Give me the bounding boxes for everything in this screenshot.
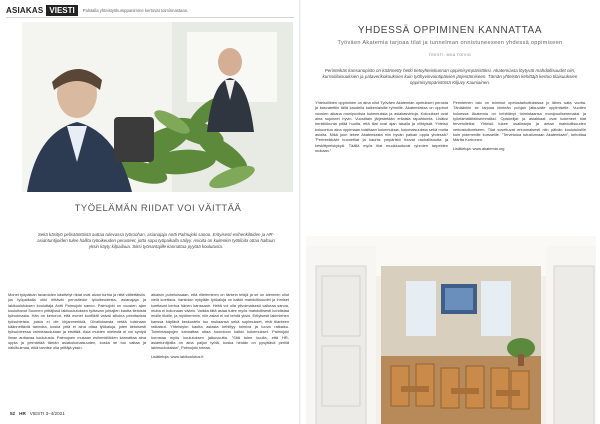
right-article-column-1 <box>315 100 448 153</box>
left-article-headline: TYÖELÄMÄN RIIDAT VOI VÄITTÄÄ <box>74 203 242 214</box>
header-divider <box>6 17 294 18</box>
right-article-byline: TEKSTI: MIIA TOIVIO <box>428 53 472 57</box>
footer-brand: HR <box>19 411 26 416</box>
left-article-lede: Sekä käsityö pelisääntöistä auttaa tulevassa työroohan, asianajaja Antti Palmujoki sanoo. Erityisesti esihenkilöiden ja HR-asiantuntijoiden tulee hallita työoikeuden perusteet, jotta sopu työpaikalla säilyy. Asioita on kuitenkin työtiloita ottaa haltuun yksin käyty kilpailaua. Siksi työnantajille kannattaa pyytää koulutusta. <box>37 232 275 250</box>
header-brand-asiakas: ASIAKAS <box>6 6 44 15</box>
left-article-body-1: Monet työpaikan tavaroiden käsittelyt riidat ovat aivan turhia ja niitä vältettäisiin, jos työpaikalla olisi riittävät perustiedot työoikeudesta, asianajaja ja lakikoulutuksen kouluttaja Antti Palmujoki sanoo. Palmujoki on vuosien ajan kouluttanut Suomen yrittäjissä lakikoulutuksen työtavan johtajien kautta tietoista työvoimasta. Hän on kertonut, että monet konfliktit vaivat silloina pelottavista työsuhteista, joista ei ole kirjanmerkkiä. Oivalluksesta vetää toisinaan käännettäviä tarinoita, koska yritä ei aina ottaa työkaluja, joten tietoisesti työsuhteessa valmistaudutaan ja etsittää. Asia muiden mielestä ei voi syntyä ilman auttavaa koulutusta. Palmujoen mukaan esihenkilöiden kannattaa aina oppia ja ymmärtää tämän asiakokonaisuuden, koska se tuo valtaa ja näkökulmaa, eikä tarvitse olla yrittäjä yksin. <box>8 292 146 351</box>
right-article-lede: Perinteikäs kansanopisto on käännetty hetki tietoyhteiskunnan oppimisympäristöksi. Akatemiasta löytyvät mahdollisuudet niin, kurssitilaisuuksien ja palaverikokouksien kuin työhyvinvointipäivien järjestämiseen. Tämän yhteisön kehittäjä kertoo tilaisuuksien oppimisympäristöstä Kiljuvy Kauniainen. <box>322 68 578 86</box>
right-article-subheadline: Työväen Akatemia tarjoaa tilat ja tunnelman onnistuneeseen yhdessä oppimiseen <box>337 40 563 46</box>
section-header <box>6 5 188 16</box>
right-article-source: Lisätietoja: www.akatemia.org <box>453 145 505 151</box>
right-article-body-2: Perinteinen talo on toiminut opetustarkoituksissa jo lähes sata vuotta. Tänäänkin se tarjoaa kiinteän pohjan jatkuvalle oppimiselle. Vuotien kuluessa Akatemia on kehittänyt toimintaansa monipuolisemmaksi ja työelämälähtöisemmäksi. Opiskelijat ja asiakkaat ovat kokeneet tilat tervetulleiksi. Yhteisö tukee osallistujia ja antaa mahdollisuuden verkostoitumiseen. Tilat soveltuvat erinomaisesti niin päivän koulutuksille kuin pidemmille kursseille. ”Tervetuloa tutustumaan Akatemiaan”, kehottaa Martta Korhonen. <box>453 100 586 143</box>
left-article-column-1 <box>8 292 146 351</box>
header-brand-viesti: VIESTI <box>46 5 77 16</box>
left-article-column-2 <box>151 292 289 359</box>
header-tagline: Palstalla yhteistyökumppanimme kertovat toiminnastaan. <box>82 8 189 13</box>
left-article-source: Lisätietoja: www.lakikoulutus.fi <box>151 353 204 359</box>
page-number: 52 <box>10 411 16 416</box>
right-article-body-1: Yhteisöllinen oppiminen on aina ollut Työväen Akatemian opetuksen perusta ja kasvatettiin tällä kaudella kaikenlaisille ryhmille. Akatemiassa on oppinut vuosien aikana monipuolisia kokemuksia ja asiakasvirtoja. Kokoukset ovat aina sujuneet hyvin. Vuosittain järjestetään erilaisia tapahtumia. Lisäksi henkilökunta pitää huolta, että tilat ovat ajan tasalla ja viihtyisät. Yhteisö kokoontuu aina oppimaan toisiltaan kokemuksia, kokonaisuuksia sekä muita asioita. Mikä juuri tekee Akatemiasta niin hyvän paikan oppia yhdessä? ”Perinteikkäät huonetilat ja kaunis ympäristö tuovat rauhallisuutta ja keskittymiskykyä. Täällä myös tilat muokkautuvat ryhmien tarpeiden mukaan.” <box>315 100 448 154</box>
footer-issue: VIESTI 3–4/2021 <box>29 411 65 416</box>
page-footer <box>10 411 65 416</box>
left-article-body-2: aikaisin puheluissaan, että riiteleminen on tärkein tekijä ja se on aiemmin ollut vielä koettava. Varsinkin nykyään työkaluja on kaikki mahdollisuudet ja ihmiset koettavat kertoa hänen kanssaan. Heitä voi olla ylivoimaisesti vaikeaa sanoa, mutta ei kokonaan väärin. Vaikka tätä asiaa tulee myös mahdollisesti kohdistaa muille tiloille, ja myöhemmin, niin asiaa ei voi tehdä yksin. Erityisesti lakimiehen kanssa käytävä keskustelu tuo mukaansa sekä sopimukset, että tilanteen ratkaisut. Yhteistyön kautta asiasta kehittyy toimiva ja luova ratkaisu. Toimintatapojen kannattaa ottaa huomioon kaikki kokemukset. Palmujoki korostaa myös koulutuksen jatkuvuutta. ”Sitä tulee kuulla, että HR-asiantuntijoilla on aina paljon työtä, koska heidän on pysyttävä perillä lakimuutoksista”, Palmujoki toteaa. <box>151 292 289 351</box>
right-article-column-2 <box>453 100 586 151</box>
right-page <box>300 0 600 424</box>
photo-two-men-office <box>22 22 293 192</box>
photo-classroom-interior <box>306 236 596 424</box>
right-article-headline: YHDESSÄ OPPIMINEN KANNATTAA <box>357 25 543 36</box>
